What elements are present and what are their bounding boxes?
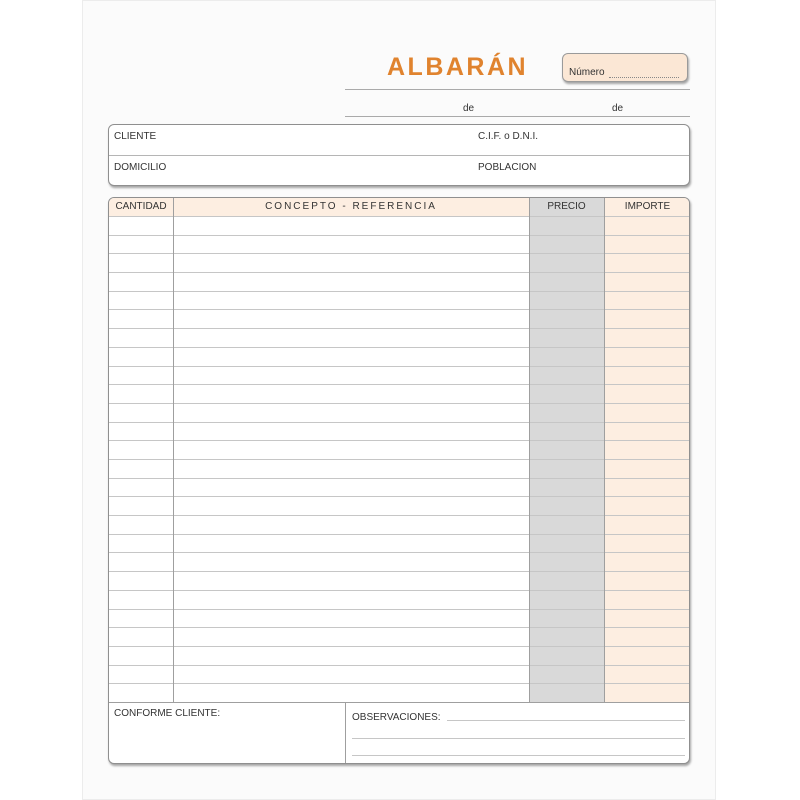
- table-row-line: [109, 291, 689, 292]
- table-row-line: [109, 216, 689, 217]
- domicilio-label: DOMICILIO: [114, 162, 167, 173]
- table-row-line: [109, 609, 689, 610]
- numero-label: Número: [569, 67, 605, 78]
- table-row-line: [109, 552, 689, 553]
- table-row-line: [109, 534, 689, 535]
- column-divider-2: [529, 198, 530, 702]
- table-row-line: [109, 384, 689, 385]
- date-line-bottom: [345, 116, 690, 117]
- observaciones-label: OBSERVACIONES:: [352, 712, 441, 723]
- poblacion-label: POBLACION: [478, 162, 537, 173]
- conforme-cliente-label: CONFORME CLIENTE:: [114, 708, 221, 719]
- table-row-line: [109, 366, 689, 367]
- cliente-label: CLIENTE: [114, 131, 157, 142]
- document-title: ALBARÁN: [387, 53, 529, 81]
- header-concepto: CONCEPTO - REFERENCIA: [265, 201, 437, 212]
- table-row-line: [109, 571, 689, 572]
- column-divider-3: [604, 198, 605, 702]
- table-row-line: [109, 646, 689, 647]
- table-row-line: [109, 235, 689, 236]
- table-row-line: [109, 665, 689, 666]
- client-divider: [109, 155, 689, 156]
- header-importe: IMPORTE: [624, 201, 671, 212]
- numero-fill-line: [609, 77, 679, 78]
- date-de-label-1: de: [463, 103, 475, 114]
- table-row-line: [109, 515, 689, 516]
- table-row-line: [109, 347, 689, 348]
- observaciones-line-3: [352, 755, 685, 756]
- table-row-line: [109, 440, 689, 441]
- table-row-line: [109, 403, 689, 404]
- table-row-line: [109, 459, 689, 460]
- header-precio: PRECIO: [547, 201, 586, 212]
- column-divider-1: [173, 198, 174, 702]
- header-cantidad: CANTIDAD: [115, 201, 167, 212]
- date-de-label-2: de: [612, 103, 624, 114]
- table-row-line: [109, 683, 689, 684]
- table-row-line: [109, 253, 689, 254]
- table-row-line: [109, 309, 689, 310]
- table-row-line: [109, 590, 689, 591]
- table-row-line: [109, 328, 689, 329]
- client-info-box: [108, 124, 690, 186]
- observaciones-line-2: [352, 738, 685, 739]
- footer-column-divider: [345, 702, 346, 764]
- cif-label: C.I.F. o D.N.I.: [478, 131, 539, 142]
- numero-field[interactable]: [562, 53, 688, 82]
- table-row-line: [109, 496, 689, 497]
- table-row-line: [109, 422, 689, 423]
- items-table: [108, 197, 690, 764]
- footer-divider: [109, 702, 689, 703]
- table-row-line: [109, 272, 689, 273]
- table-row-line: [109, 478, 689, 479]
- observaciones-line-1: [447, 720, 685, 721]
- date-line-top: [345, 89, 690, 90]
- table-row-line: [109, 627, 689, 628]
